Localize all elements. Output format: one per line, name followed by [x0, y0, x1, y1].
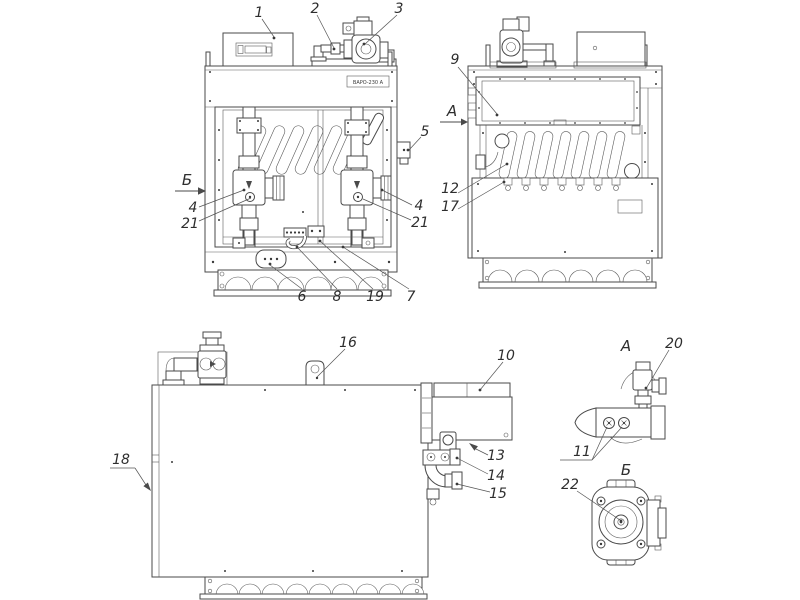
view-arrow-b-label: Б — [181, 171, 193, 189]
callout-15-label: 15 — [489, 486, 507, 502]
callout-1-label: 1 — [254, 5, 264, 21]
callout-16-label: 16 — [339, 335, 357, 351]
rear-view — [440, 17, 662, 288]
right-valve-assembly — [341, 107, 391, 247]
callout-12-label: 12 — [441, 181, 459, 197]
callout-2-label: 2 — [310, 1, 320, 17]
cabinet-side — [152, 385, 428, 577]
lower-panel-rear — [472, 178, 658, 258]
view-arrow-a — [440, 102, 468, 126]
callout-4-right-label: 4 — [414, 198, 424, 214]
coil-bank-rear — [476, 130, 640, 179]
control-box — [223, 33, 293, 66]
callout-18-label: 18 — [112, 452, 130, 468]
callout-4-left-label: 4 — [188, 200, 198, 216]
model-plate-label: ВАРО-230 А — [352, 80, 384, 86]
callout-13-label: 13 — [487, 448, 505, 464]
callout-19-label: 19 — [366, 289, 384, 305]
access-panel — [476, 77, 640, 125]
callout-10-label: 10 — [497, 348, 515, 364]
callout-9-label: 9 — [450, 52, 460, 68]
pump-face — [592, 480, 666, 565]
front-callouts — [181, 1, 429, 305]
callout-3-label: 3 — [394, 1, 404, 17]
sensor-bracket — [308, 226, 324, 237]
side-view — [110, 332, 515, 599]
detail-view-b — [561, 461, 666, 565]
door-latch — [397, 142, 410, 164]
callout-20-label: 20 — [665, 336, 683, 352]
front-view — [175, 1, 430, 305]
callout-21-left-label: 21 — [181, 216, 199, 232]
pilot-valve — [633, 362, 666, 410]
callout-6-label: 6 — [297, 289, 307, 305]
view-arrow-a-label: А — [446, 102, 458, 120]
left-valve-assembly — [233, 107, 284, 247]
callout-17-label: 17 — [441, 199, 459, 215]
callout-5-label: 5 — [420, 124, 430, 140]
callout-7-label: 7 — [406, 289, 416, 305]
callout-11-label: 11 — [573, 444, 591, 460]
callout-8-label: 8 — [332, 289, 342, 305]
detail-a-label: А — [620, 337, 632, 355]
view-arrow-b — [175, 171, 206, 195]
base-skirt-rear — [479, 258, 656, 288]
gas-valve-assembly — [311, 17, 396, 66]
detail-view-a — [560, 336, 683, 460]
callout-22-label: 22 — [561, 477, 579, 493]
callout-14-label: 14 — [487, 468, 505, 484]
burner-box — [421, 383, 512, 443]
base-skirt-side — [200, 577, 427, 599]
side-gas-valve — [158, 332, 227, 385]
detail-b-label: Б — [620, 461, 632, 479]
callout-21-right-label: 21 — [411, 215, 429, 231]
control-box-rear — [577, 32, 645, 66]
